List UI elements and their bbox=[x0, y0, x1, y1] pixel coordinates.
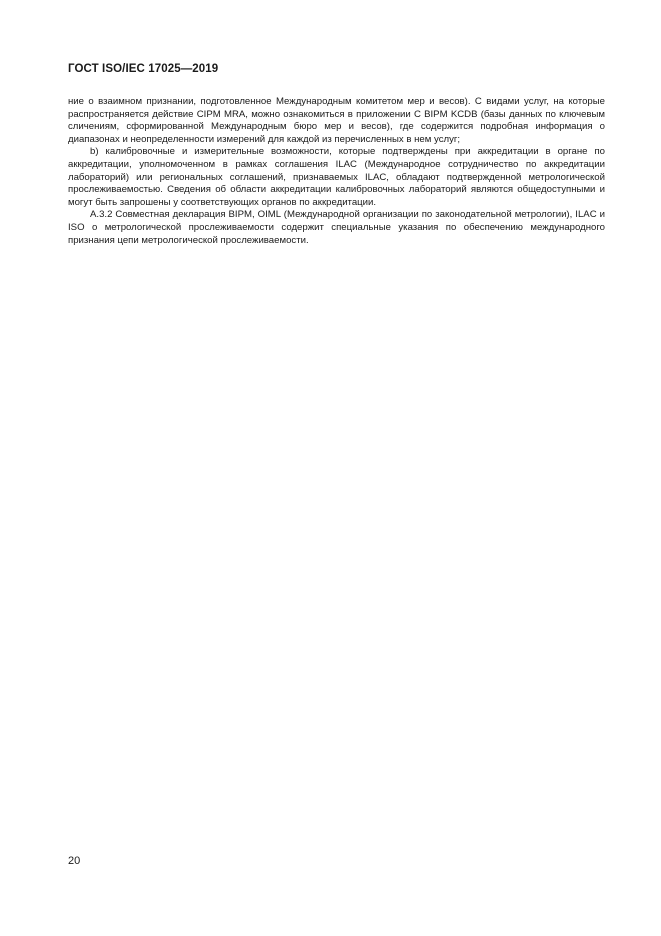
paragraph-continuation: ние о взаимном признании, подготовленное Международным комитетом мер и весов). С видами услуг, на которые распространяется действие CIPM MRA, можно ознакомиться в приложении С BIPM KCDB (базы данных по ключевым сличениям, сформированной Международным бюро мер и весов), где содержится подробная информация о диапазонах и неопределенности измерений для каждой из перечисленных в нем услуг; bbox=[68, 96, 605, 145]
page-header-title: ГОСТ ISO/IEC 17025—2019 bbox=[68, 63, 219, 75]
paragraph-list-item-b: b) калибровочные и измерительные возможности, которые подтверждены при аккредитации в органе по аккредитации, уполномоченном в рамках соглашения ILAC (Международное сотрудничество по аккредитации лабораторий) или региональных соглашений, признаваемых ILAC, обладают подтвержденной метрологической прослеживаемостью. Сведения об области аккредитации калибровочных лабораторий являются общедоступными и могут быть запрошены у соответствующих органов по аккредитации. bbox=[68, 146, 605, 208]
body-text bbox=[68, 96, 605, 247]
paragraph-section-a-3-2: А.3.2 Совместная декларация BIPM, OIML (Международной организации по законодательной метрологии), ILAC и ISO о метрологической прослеживаемости содержит специальные указания по обеспечению международного признания цепи метрологической прослеживаемости. bbox=[68, 209, 605, 246]
page-number: 20 bbox=[68, 855, 81, 867]
